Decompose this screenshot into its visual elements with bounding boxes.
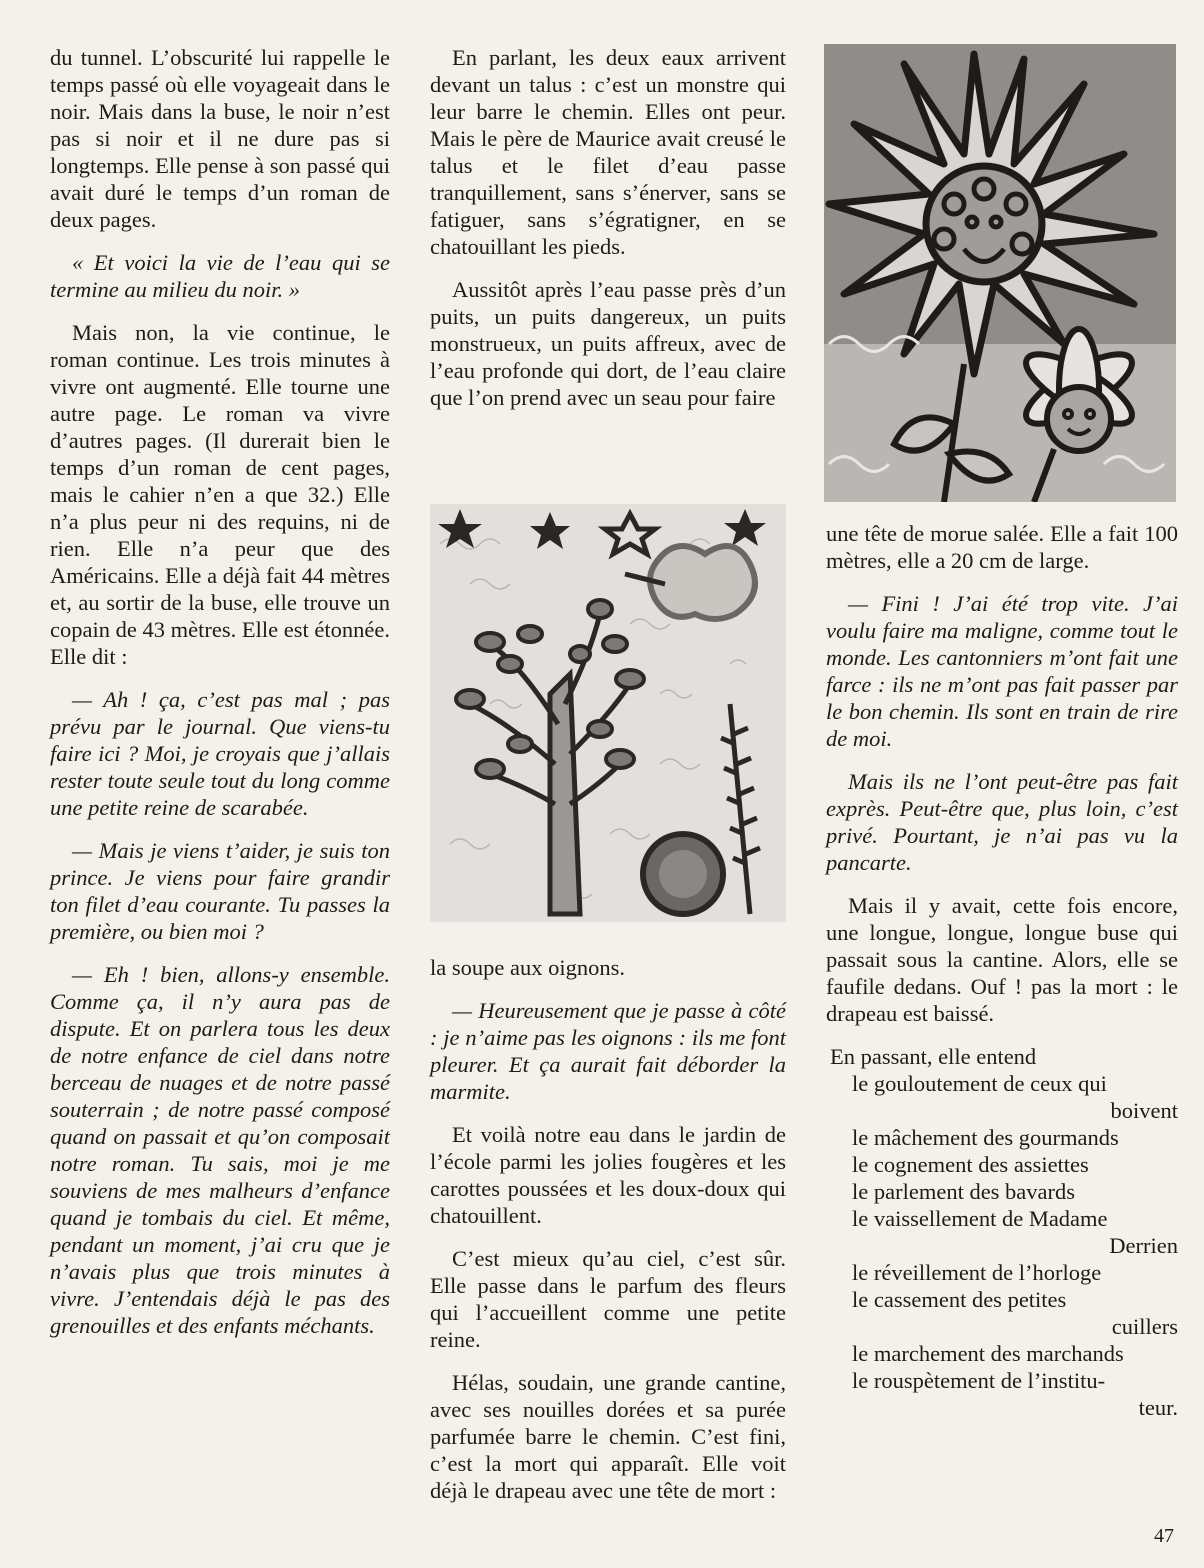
paragraph: — Ah ! ça, c’est pas mal ; pas prévu par le journal. Que viens-tu faire ici ? Moi, je croyais que j’allais rester toute seule tout du long comme une petite reine de scarabée. bbox=[50, 687, 390, 820]
poem-line: boivent bbox=[1110, 1098, 1178, 1123]
paragraph: — Mais je viens t’aider, je suis ton prince. Je viens pour faire grandir ton filet d’eau courante. Tu passes la première, ou bien moi ? bbox=[50, 838, 390, 944]
paragraph: — Heureusement que je passe à côté : je n’aime pas les oignons : ils me font pleurer. Et ça aurait fait déborder la marmite. bbox=[430, 998, 786, 1104]
poem-line: le rouspètement de l’institu- bbox=[852, 1368, 1106, 1393]
paragraph: Mais non, la vie continue, le roman continue. Les trois minutes à vivre ont augmenté. Elle tourne une autre page. Le roman va vivre d’autres pages. (Il durerait bien le temps d’un roman de cent pages, mais le cahier n’en a que 32.) Elle n’a plus peur ni des requins, ni de rien. Elle n’a peur que des Américains. Elle a déjà fait 44 mètres et, au sortir de la buse, elle trouve un copain de 43 mètres. Elle est étonnée. Elle dit : bbox=[50, 320, 390, 669]
flower-drawing-illustration bbox=[824, 44, 1176, 502]
poem-line: le cognement des assiettes bbox=[852, 1152, 1089, 1177]
paragraph: Mais il y avait, cette fois encore, une longue, longue, longue buse qui passait sous la cantine. Alors, elle se faufile dedans. Ouf ! pas la mort : le drapeau est baissé. bbox=[826, 893, 1178, 1026]
poem-block bbox=[826, 1043, 1178, 1421]
poem-line: le parlement des bavards bbox=[852, 1179, 1076, 1204]
column-1 bbox=[50, 44, 390, 1355]
poem-line: le réveillement de l’horloge bbox=[852, 1260, 1102, 1285]
paragraph: une tête de morue salée. Elle a fait 100 mètres, elle a 20 cm de large. bbox=[826, 521, 1178, 573]
poem-line: teur. bbox=[1138, 1395, 1178, 1420]
paragraph: — Fini ! J’ai été trop vite. J’ai voulu faire ma maligne, comme tout le monde. Les cantonniers m’ont fait une farce : ils ne m’ont pas fait passer par le bon chemin. Ils sont en train de rire de moi. bbox=[826, 591, 1178, 751]
poem-line: le vaissellement de Madame bbox=[852, 1206, 1108, 1231]
poem-line: En passant, elle entend bbox=[830, 1044, 1037, 1069]
poem-line: le gouloutement de ceux qui bbox=[852, 1071, 1107, 1096]
paragraph: la soupe aux oignons. bbox=[430, 955, 625, 980]
paragraph: Hélas, soudain, une grande cantine, avec ses nouilles dorées et sa purée parfumée barre le chemin. C’est fini, c’est la mort qui apparaît. Elle voit déjà le drapeau avec une tête de mort : bbox=[430, 1370, 786, 1503]
poem-line: cuillers bbox=[1111, 1314, 1178, 1339]
column-2-bottom bbox=[430, 954, 786, 1520]
paragraph: — Eh ! bien, allons-y ensemble. Comme ça, il n’y aura pas de dispute. Et on parlera tous les deux de notre enfance de ciel dans notre berceau de nuages et de notre passé souterrain ; de notre passé composé quand on passait et qu’on composait notre roman. Tu sais, moi je me souviens de mes malheurs d’enfance quand je tombais du ciel. Et même, pendant un moment, j’ai cru que je n’avais plus que trois minutes à vivre. J’entendais déjà le pas des grenouilles et des enfants méchants. bbox=[50, 962, 390, 1338]
paragraph: Mais ils ne l’ont peut-être pas fait exprès. Peut-être que, plus loin, c’est privé. Pourtant, je n’ai pas vu la pancarte. bbox=[826, 769, 1178, 875]
paragraph: C’est mieux qu’au ciel, c’est sûr. Elle passe dans le parfum des fleurs qui l’accueillent comme une petite reine. bbox=[430, 1246, 786, 1352]
poem-line: le cassement des petites bbox=[852, 1287, 1067, 1312]
page-number: 47 bbox=[1154, 1525, 1174, 1547]
poem-line: le mâchement des gourmands bbox=[852, 1125, 1119, 1150]
paragraph: du tunnel. L’obscurité lui rappelle le temps passé où elle voyageait dans le noir. Mais dans la buse, le noir n’est pas si noir et il ne dure pas si longtemps. Elle pense à son passé qui avait duré le temps d’un roman de deux pages. bbox=[50, 45, 390, 232]
column-3 bbox=[826, 520, 1178, 1421]
paragraph: « Et voici la vie de l’eau qui se termine au milieu du noir. » bbox=[50, 250, 390, 302]
paragraph: Aussitôt après l’eau passe près d’un puits, un puits dangereux, un puits monstrueux, un puits affreux, avec de l’eau profonde qui dort, de l’eau claire que l’on prend avec un seau pour faire bbox=[430, 277, 786, 410]
poem-line: Derrien bbox=[1109, 1233, 1178, 1258]
poem-line: le marchement des marchands bbox=[852, 1341, 1124, 1366]
paragraph: Et voilà notre eau dans le jardin de l’école parmi les jolies fougères et les carottes poussées et les doux-doux qui chatouillent. bbox=[430, 1122, 786, 1228]
paragraph: En parlant, les deux eaux arrivent devant un talus : c’est un monstre qui leur barre le chemin. Elles ont peur. Mais le père de Maurice avait creusé le talus et le filet d’eau passe tranquillement, sans s’énerver, sans se fatiguer, sans s’égratigner, en se chatouillant les pieds. bbox=[430, 45, 786, 259]
tree-drawing-illustration bbox=[430, 504, 786, 922]
column-2-top bbox=[430, 44, 786, 427]
